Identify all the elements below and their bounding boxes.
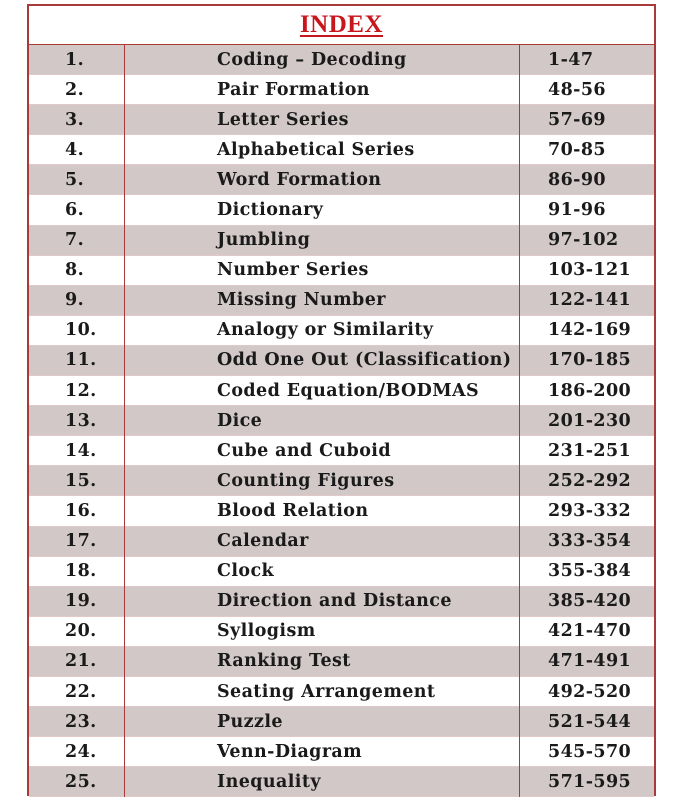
row-pages: 57-69 xyxy=(548,109,606,130)
row-topic: Inequality xyxy=(217,771,321,792)
row-pages: 103-121 xyxy=(548,260,632,281)
table-row xyxy=(29,286,654,316)
row-topic: Number Series xyxy=(217,260,369,281)
table-row xyxy=(29,647,654,677)
row-pages: 545-570 xyxy=(548,741,632,762)
table-row xyxy=(29,527,654,557)
table-row xyxy=(29,557,654,587)
row-pages: 170-185 xyxy=(548,350,632,371)
row-number: 24. xyxy=(65,741,97,762)
row-pages: 201-230 xyxy=(548,410,632,431)
table-row xyxy=(29,316,654,346)
row-pages: 1-47 xyxy=(548,49,594,70)
table-row xyxy=(29,587,654,617)
row-topic: Venn-Diagram xyxy=(217,741,363,762)
row-number: 6. xyxy=(65,200,85,221)
row-topic: Missing Number xyxy=(217,290,386,311)
table-row xyxy=(29,406,654,436)
row-pages: 142-169 xyxy=(548,320,632,341)
row-number: 2. xyxy=(65,79,85,100)
row-number: 14. xyxy=(65,440,97,461)
row-number: 9. xyxy=(65,290,85,311)
row-pages: 122-141 xyxy=(548,290,632,311)
row-topic: Blood Relation xyxy=(217,500,369,521)
row-number: 7. xyxy=(65,230,85,251)
column-divider xyxy=(519,45,520,797)
row-pages: 86-90 xyxy=(548,169,606,190)
row-pages: 355-384 xyxy=(548,561,632,582)
row-topic: Alphabetical Series xyxy=(217,139,415,160)
table-row xyxy=(29,45,654,75)
index-page xyxy=(27,4,656,796)
row-pages: 231-251 xyxy=(548,440,632,461)
row-pages: 471-491 xyxy=(548,651,632,672)
row-pages: 293-332 xyxy=(548,500,632,521)
row-pages: 48-56 xyxy=(548,79,606,100)
table-row xyxy=(29,195,654,225)
row-number: 12. xyxy=(65,380,97,401)
table-row xyxy=(29,436,654,466)
table-row xyxy=(29,677,654,707)
row-pages: 97-102 xyxy=(548,230,619,251)
row-pages: 385-420 xyxy=(548,591,632,612)
row-pages: 91-96 xyxy=(548,200,606,221)
row-topic: Seating Arrangement xyxy=(217,681,436,702)
row-number: 18. xyxy=(65,561,97,582)
row-topic: Word Formation xyxy=(217,169,382,190)
row-topic: Dictionary xyxy=(217,200,324,221)
index-title: INDEX xyxy=(299,11,384,38)
row-number: 10. xyxy=(65,320,97,341)
table-row xyxy=(29,135,654,165)
row-pages: 571-595 xyxy=(548,771,632,792)
table-row xyxy=(29,466,654,496)
row-topic: Coded Equation/BODMAS xyxy=(217,380,479,401)
row-number: 20. xyxy=(65,621,97,642)
row-topic: Odd One Out (Classification) xyxy=(217,350,512,371)
column-divider xyxy=(124,45,125,797)
table-row xyxy=(29,226,654,256)
table-row xyxy=(29,256,654,286)
row-number: 22. xyxy=(65,681,97,702)
row-number: 4. xyxy=(65,139,85,160)
row-number: 21. xyxy=(65,651,97,672)
title-row xyxy=(29,6,654,45)
row-topic: Calendar xyxy=(217,531,309,552)
row-pages: 492-520 xyxy=(548,681,632,702)
row-pages: 70-85 xyxy=(548,139,606,160)
row-topic: Dice xyxy=(217,410,263,431)
row-number: 15. xyxy=(65,470,97,491)
table-row xyxy=(29,105,654,135)
table-row xyxy=(29,496,654,526)
row-number: 5. xyxy=(65,169,85,190)
table-row xyxy=(29,75,654,105)
row-number: 25. xyxy=(65,771,97,792)
row-pages: 521-544 xyxy=(548,711,632,732)
table-row xyxy=(29,346,654,376)
row-topic: Clock xyxy=(217,561,275,582)
row-number: 16. xyxy=(65,500,97,521)
row-topic: Cube and Cuboid xyxy=(217,440,391,461)
row-number: 8. xyxy=(65,260,85,281)
row-pages: 186-200 xyxy=(548,380,632,401)
row-pages: 252-292 xyxy=(548,470,632,491)
table-row xyxy=(29,707,654,737)
row-topic: Pair Formation xyxy=(217,79,370,100)
row-topic: Puzzle xyxy=(217,711,283,732)
row-pages: 333-354 xyxy=(548,531,632,552)
table-row xyxy=(29,767,654,797)
row-topic: Ranking Test xyxy=(217,651,351,672)
row-topic: Jumbling xyxy=(217,230,311,251)
row-number: 11. xyxy=(65,350,97,371)
table-row xyxy=(29,617,654,647)
row-topic: Counting Figures xyxy=(217,470,395,491)
row-topic: Direction and Distance xyxy=(217,591,452,612)
row-topic: Letter Series xyxy=(217,109,349,130)
row-topic: Syllogism xyxy=(217,621,316,642)
row-pages: 421-470 xyxy=(548,621,632,642)
row-number: 13. xyxy=(65,410,97,431)
row-number: 19. xyxy=(65,591,97,612)
row-topic: Analogy or Similarity xyxy=(217,320,434,341)
table-row xyxy=(29,165,654,195)
row-number: 3. xyxy=(65,109,85,130)
row-number: 17. xyxy=(65,531,97,552)
row-topic: Coding – Decoding xyxy=(217,49,407,70)
index-table xyxy=(29,45,654,797)
table-row xyxy=(29,376,654,406)
table-row xyxy=(29,737,654,767)
row-number: 23. xyxy=(65,711,97,732)
row-number: 1. xyxy=(65,49,85,70)
